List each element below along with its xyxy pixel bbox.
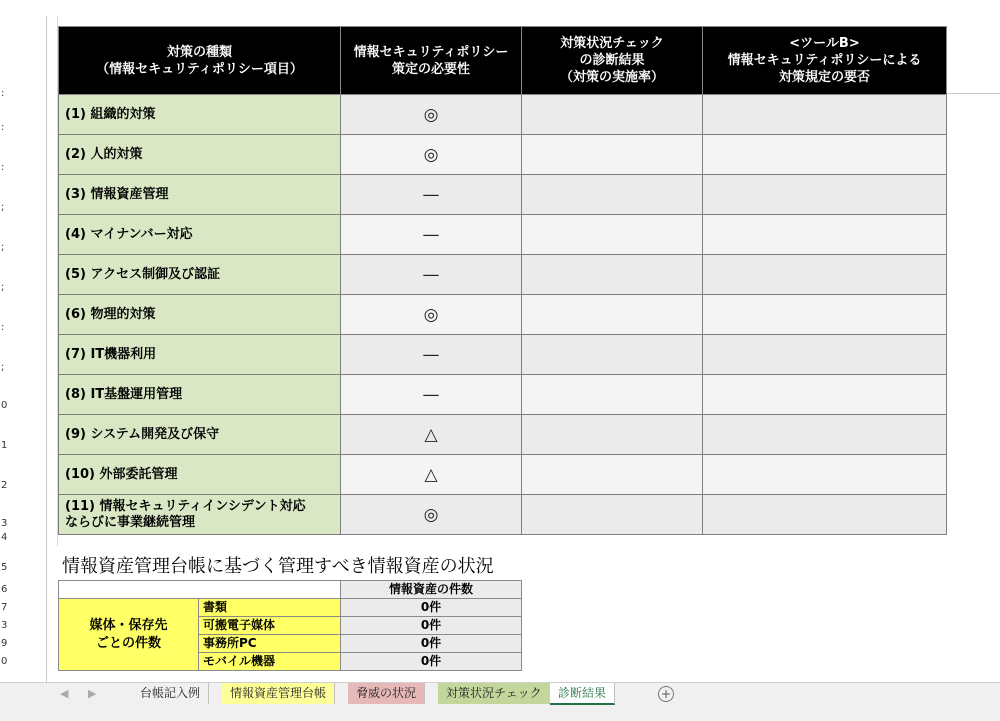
row-number-strip xyxy=(0,0,46,682)
tool-b-cell[interactable] xyxy=(703,215,947,255)
row-number[interactable]: 0 xyxy=(1,656,8,667)
tool-b-cell[interactable] xyxy=(703,95,947,135)
header-measure-type[interactable]: 対策の種類 （情報セキュリティポリシー項目） xyxy=(59,27,341,95)
asset-row xyxy=(59,599,522,617)
tool-b-cell[interactable] xyxy=(703,335,947,375)
table-row xyxy=(59,295,947,335)
row-number[interactable]: 1 xyxy=(1,440,8,451)
tool-b-cell[interactable] xyxy=(703,455,947,495)
policy-need-cell[interactable]: ◎ xyxy=(341,295,522,335)
header-check-result[interactable]: 対策状況チェック の診断結果 （対策の実施率） xyxy=(522,27,703,95)
row-number[interactable]: : xyxy=(1,88,5,99)
check-result-cell[interactable] xyxy=(522,175,703,215)
check-result-cell[interactable] xyxy=(522,255,703,295)
policy-need-cell[interactable]: △ xyxy=(341,415,522,455)
media-group-label[interactable]: 媒体・保存先 ごとの件数 xyxy=(59,599,199,671)
check-result-cell[interactable] xyxy=(522,215,703,255)
policy-need-cell[interactable]: — xyxy=(341,215,522,255)
policy-need-cell[interactable]: △ xyxy=(341,455,522,495)
tab-asset-ledger[interactable]: 情報資産管理台帳 xyxy=(222,683,335,704)
row-number[interactable]: : xyxy=(1,122,5,133)
row-number[interactable]: 5 xyxy=(1,562,8,573)
row-number[interactable]: ; xyxy=(1,202,5,213)
asset-count-header[interactable]: 情報資産の件数 xyxy=(341,581,522,599)
measure-name-cell[interactable]: (9) システム開発及び保守 xyxy=(59,415,341,455)
measure-name-cell[interactable]: (2) 人的対策 xyxy=(59,135,341,175)
table-row xyxy=(59,215,947,255)
measure-name-cell[interactable]: (11) 情報セキュリティインシデント対応 ならびに事業継続管理 xyxy=(59,495,341,535)
asset-label-cell[interactable]: 書類 xyxy=(199,599,341,617)
asset-count-cell[interactable]: 0件 xyxy=(341,617,522,635)
table-row xyxy=(59,175,947,215)
check-result-cell[interactable] xyxy=(522,495,703,535)
measure-name-cell[interactable]: (10) 外部委託管理 xyxy=(59,455,341,495)
measure-name-cell[interactable]: (3) 情報資産管理 xyxy=(59,175,341,215)
table-row xyxy=(59,455,947,495)
table-row xyxy=(59,95,947,135)
row-number[interactable]: 3 xyxy=(1,620,8,631)
check-result-cell[interactable] xyxy=(522,295,703,335)
row-number[interactable]: : xyxy=(1,322,5,333)
header-tool-b[interactable]: <ツールB> 情報セキュリティポリシーによる 対策規定の要否 xyxy=(703,27,947,95)
tab-diagnosis-result[interactable]: 診断結果 xyxy=(550,683,615,705)
tool-b-cell[interactable] xyxy=(703,175,947,215)
sheet-tab-bar xyxy=(0,682,1000,721)
asset-label-cell[interactable]: モバイル機器 xyxy=(199,653,341,671)
asset-count-cell[interactable]: 0件 xyxy=(341,653,522,671)
policy-need-cell[interactable]: ◎ xyxy=(341,135,522,175)
next-sheet-icon[interactable]: ▶ xyxy=(88,687,97,700)
measure-name-cell[interactable]: (1) 組織的対策 xyxy=(59,95,341,135)
check-result-cell[interactable] xyxy=(522,455,703,495)
diagnosis-table xyxy=(58,26,947,535)
table-row xyxy=(59,335,947,375)
header-row xyxy=(59,27,947,95)
tool-b-cell[interactable] xyxy=(703,295,947,335)
tool-b-cell[interactable] xyxy=(703,375,947,415)
prev-sheet-icon[interactable]: ◀ xyxy=(60,687,69,700)
row-number[interactable]: ; xyxy=(1,362,5,373)
empty-header-cell[interactable] xyxy=(59,581,341,599)
policy-need-cell[interactable]: ◎ xyxy=(341,95,522,135)
tool-b-cell[interactable] xyxy=(703,415,947,455)
add-sheet-icon[interactable]: + xyxy=(658,686,674,702)
check-result-cell[interactable] xyxy=(522,335,703,375)
tab-measure-check[interactable]: 対策状況チェック xyxy=(438,683,551,704)
table-row xyxy=(59,135,947,175)
measure-name-cell[interactable]: (8) IT基盤運用管理 xyxy=(59,375,341,415)
row-number[interactable]: 9 xyxy=(1,638,8,649)
table-row xyxy=(59,415,947,455)
row-header-divider xyxy=(46,16,47,682)
asset-header-row xyxy=(59,581,522,599)
check-result-cell[interactable] xyxy=(522,95,703,135)
tab-ledger-example[interactable]: 台帳記入例 xyxy=(132,683,209,704)
row-number[interactable]: 6 xyxy=(1,584,8,595)
asset-label-cell[interactable]: 可搬電子媒体 xyxy=(199,617,341,635)
asset-label-cell[interactable]: 事務所PC xyxy=(199,635,341,653)
check-result-cell[interactable] xyxy=(522,135,703,175)
policy-need-cell[interactable]: ◎ xyxy=(341,495,522,535)
measure-name-cell[interactable]: (6) 物理的対策 xyxy=(59,295,341,335)
row-number[interactable]: 7 xyxy=(1,602,8,613)
table-row xyxy=(59,375,947,415)
row-number[interactable]: 3 xyxy=(1,518,8,529)
tool-b-cell[interactable] xyxy=(703,495,947,535)
asset-section-title[interactable]: 情報資産管理台帳に基づく管理すべき情報資産の状況 xyxy=(62,556,494,577)
row-number[interactable]: : xyxy=(1,162,5,173)
gridline xyxy=(946,93,1000,94)
header-policy-need[interactable]: 情報セキュリティポリシー 策定の必要性 xyxy=(341,27,522,95)
table-row xyxy=(59,255,947,295)
table-row xyxy=(59,495,947,535)
asset-count-table xyxy=(58,580,522,671)
check-result-cell[interactable] xyxy=(522,415,703,455)
tool-b-cell[interactable] xyxy=(703,255,947,295)
policy-need-cell[interactable]: — xyxy=(341,335,522,375)
policy-need-cell[interactable]: — xyxy=(341,255,522,295)
row-number[interactable]: 0 xyxy=(1,400,8,411)
measure-name-cell[interactable]: (7) IT機器利用 xyxy=(59,335,341,375)
row-number[interactable]: 2 xyxy=(1,480,8,491)
tool-b-cell[interactable] xyxy=(703,135,947,175)
asset-count-cell[interactable]: 0件 xyxy=(341,599,522,617)
row-number[interactable]: ; xyxy=(1,282,5,293)
tab-threat-status[interactable]: 脅威の状況 xyxy=(348,683,425,704)
measure-name-cell[interactable]: (4) マイナンバー対応 xyxy=(59,215,341,255)
policy-need-cell[interactable]: — xyxy=(341,375,522,415)
row-number[interactable]: 4 xyxy=(1,532,8,543)
asset-count-cell[interactable]: 0件 xyxy=(341,635,522,653)
check-result-cell[interactable] xyxy=(522,375,703,415)
policy-need-cell[interactable]: — xyxy=(341,175,522,215)
row-number[interactable]: ; xyxy=(1,242,5,253)
measure-name-cell[interactable]: (5) アクセス制御及び認証 xyxy=(59,255,341,295)
